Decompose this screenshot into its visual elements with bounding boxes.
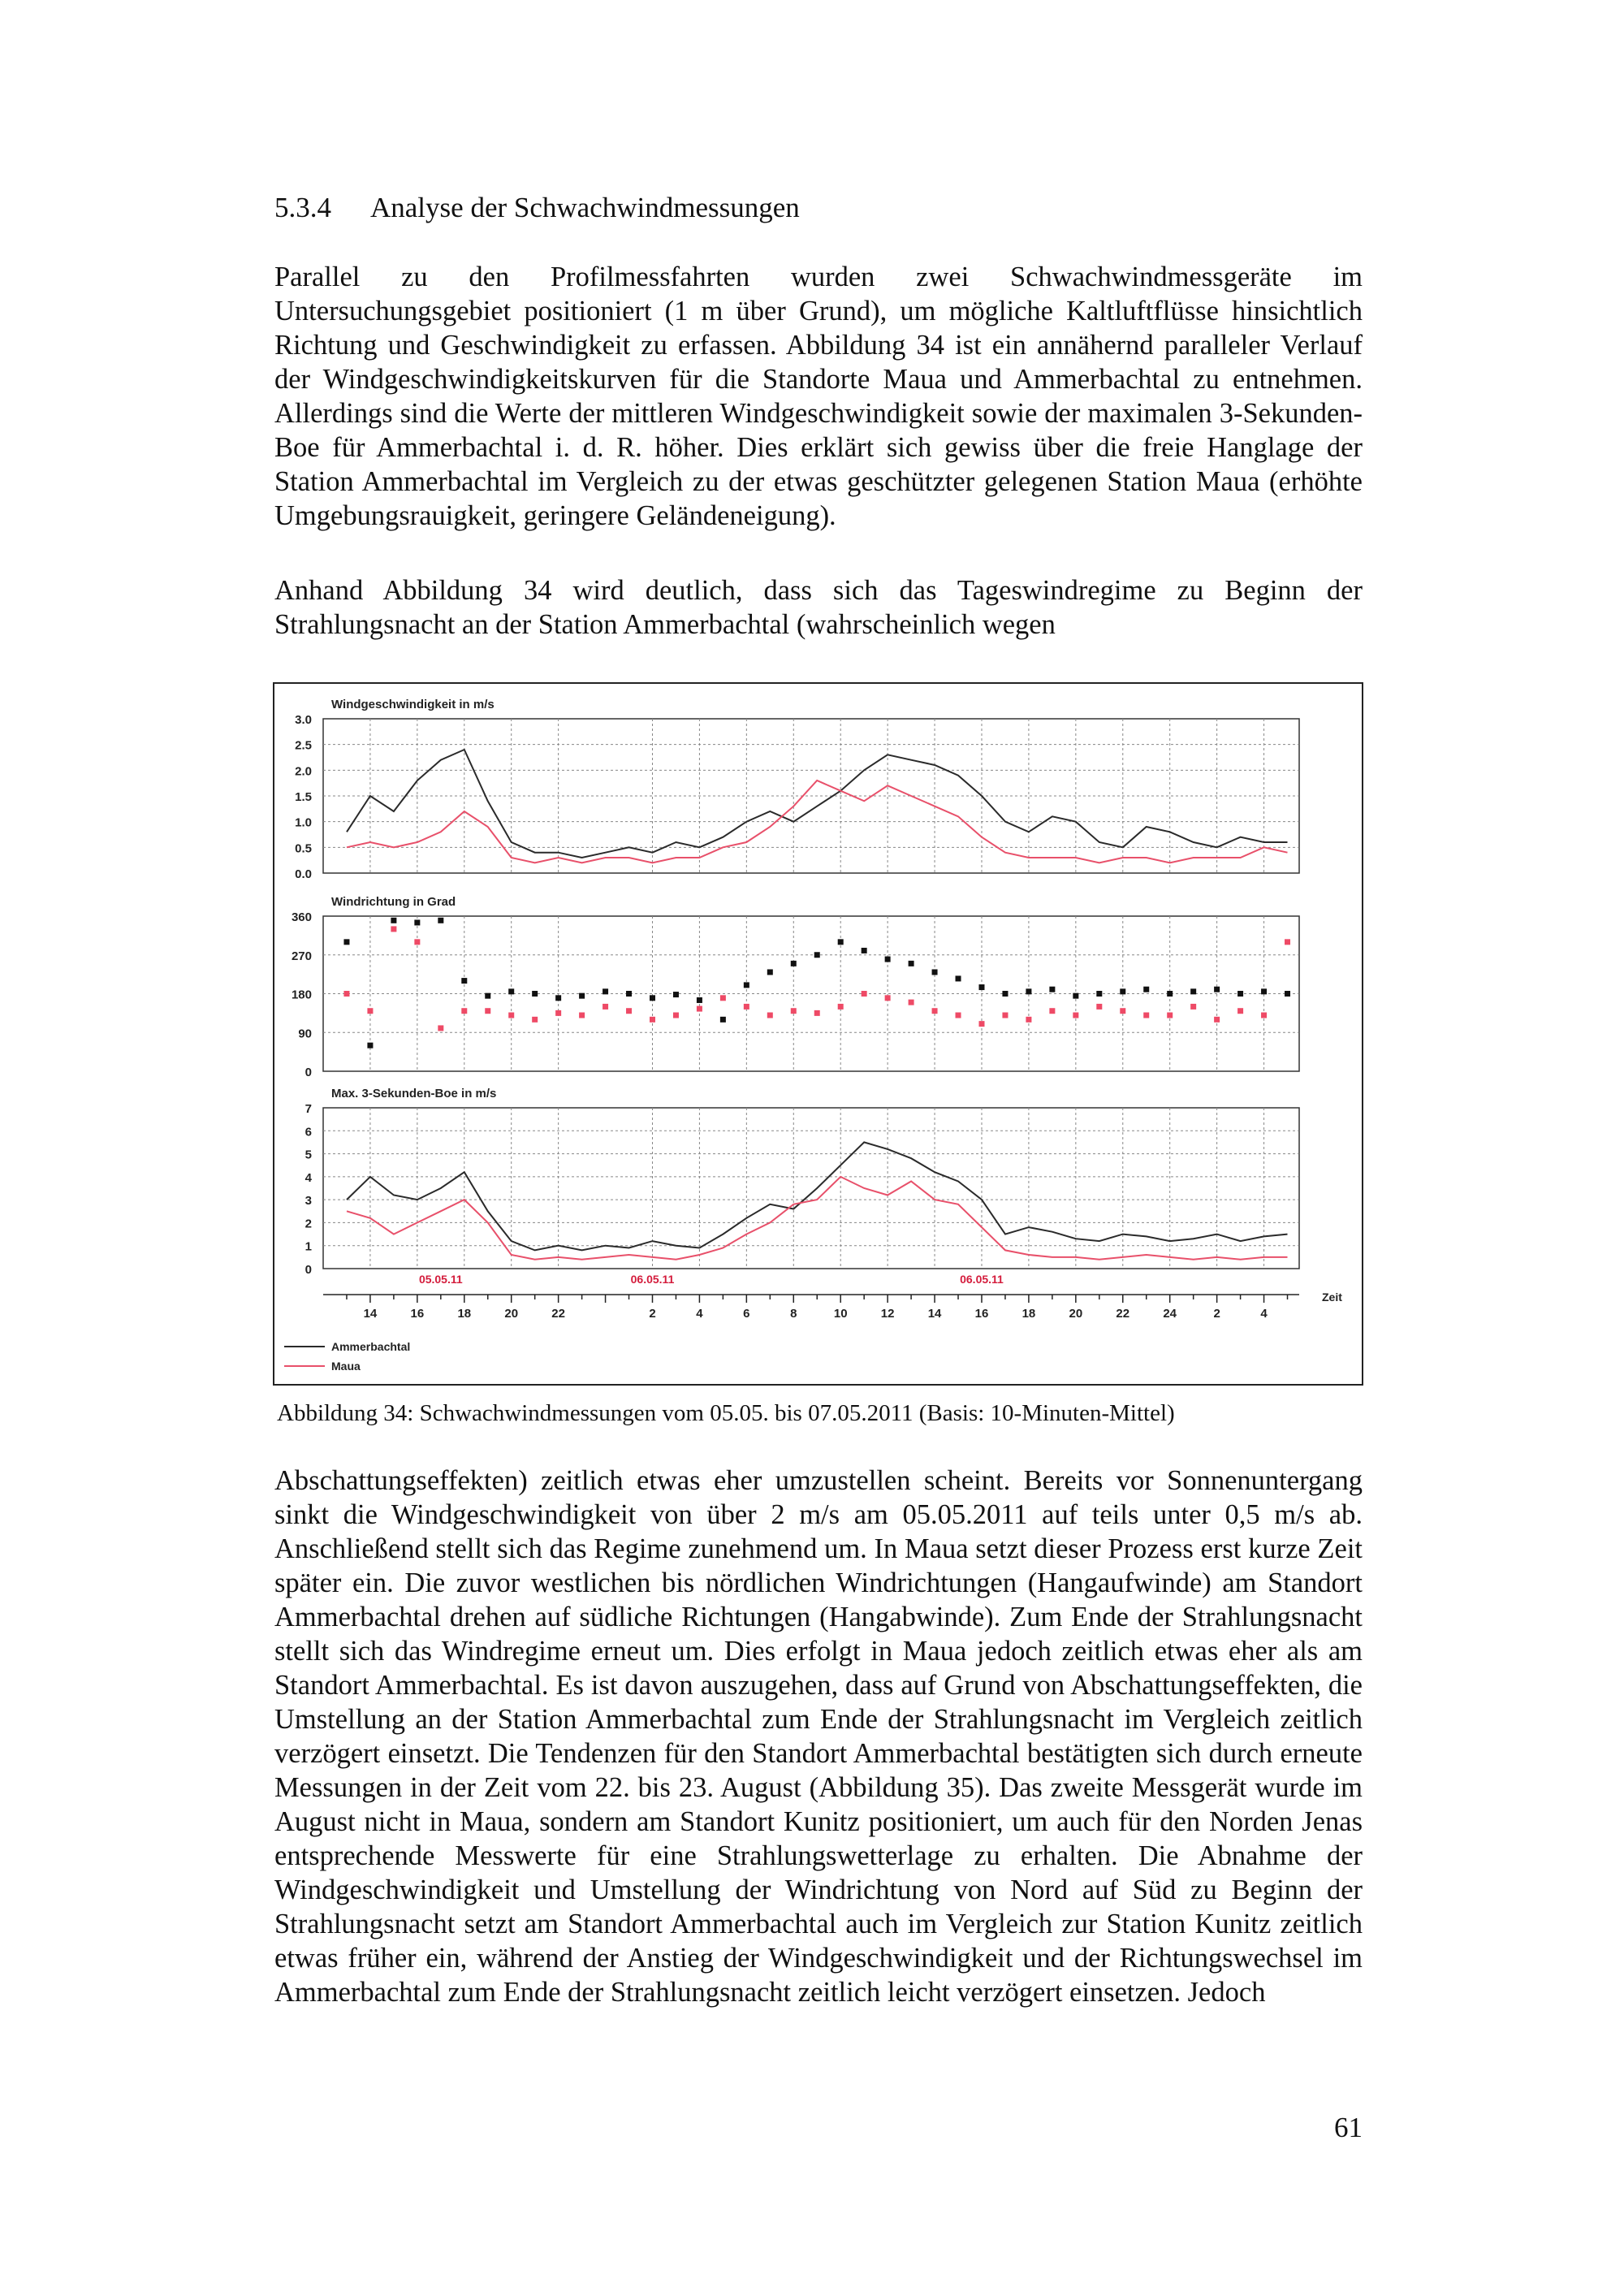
paragraph-2: Anhand Abbildung 34 wird deutlich, dass sich das Tageswindregime zu Beginn der Strahlungsnacht an der Station Ammerbachtal (wahrscheinlich wegen bbox=[274, 575, 1363, 640]
series-point-maua bbox=[579, 1013, 585, 1018]
series-point-ammerbachtal bbox=[555, 995, 561, 1001]
y-tick-label: 5 bbox=[304, 1148, 312, 1162]
series-point-ammerbachtal bbox=[603, 988, 608, 994]
figure-34 bbox=[273, 682, 1363, 1386]
x-tick-label: 20 bbox=[504, 1307, 519, 1321]
page-number: 61 bbox=[1334, 2112, 1363, 2143]
series-point-ammerbachtal bbox=[956, 975, 961, 981]
legend-label: Ammerbachtal bbox=[331, 1340, 411, 1353]
panel-title: Max. 3-Sekunden-Boe in m/s bbox=[331, 1087, 497, 1100]
series-point-maua bbox=[1096, 1004, 1102, 1010]
x-tick-label: 2 bbox=[649, 1307, 656, 1321]
series-point-ammerbachtal bbox=[767, 969, 773, 975]
y-tick-label: 2.5 bbox=[295, 738, 312, 753]
date-label: 05.05.11 bbox=[418, 1273, 463, 1286]
x-tick-label: 12 bbox=[880, 1307, 895, 1321]
series-point-ammerbachtal bbox=[1049, 987, 1055, 992]
series-point-maua bbox=[1049, 1008, 1055, 1014]
panel-frame bbox=[323, 1108, 1299, 1269]
series-point-maua bbox=[838, 1004, 844, 1010]
panel-title: Windrichtung in Grad bbox=[331, 895, 456, 909]
y-tick-label: 1 bbox=[304, 1239, 312, 1254]
series-point-maua bbox=[909, 1000, 914, 1005]
x-tick-label: 14 bbox=[927, 1307, 942, 1321]
series-point-maua bbox=[1237, 1008, 1243, 1014]
series-point-maua bbox=[343, 991, 349, 997]
series-point-maua bbox=[978, 1021, 984, 1027]
series-point-maua bbox=[367, 1008, 373, 1014]
series-point-ammerbachtal bbox=[579, 993, 585, 999]
y-tick-label: 360 bbox=[291, 910, 312, 924]
series-point-maua bbox=[626, 1008, 632, 1014]
y-tick-label: 7 bbox=[304, 1102, 312, 1116]
section-number: 5.3.4 bbox=[274, 192, 331, 223]
series-point-maua bbox=[555, 1010, 561, 1016]
x-tick-label: 4 bbox=[696, 1307, 703, 1321]
x-tick-label: 20 bbox=[1069, 1307, 1083, 1321]
series-point-maua bbox=[862, 991, 867, 997]
series-point-maua bbox=[1285, 939, 1290, 945]
series-point-maua bbox=[1214, 1017, 1220, 1023]
section-heading bbox=[274, 192, 800, 224]
series-point-ammerbachtal bbox=[697, 997, 702, 1003]
paragraph-1: Parallel zu den Profilmessfahrten wurden zwei Schwachwindmessgeräte im Untersuchungsgebiet positioniert (1 m über Grund), um mögliche Kaltluftflüsse hinsichtlich Richtung und Geschwindigkeit zu erfassen. Abbildung 34 ist ein annähernd paralleler Verlauf der Windgeschwindigkeitskurven für die Standorte Maua und Ammerbachtal zu entnehmen. Allerdings sind die Werte der mittleren Windgeschwindigkeit sowie der maximalen 3-Sekunden-Boe für Ammerbachtal i. d. R. höher. Dies erklärt sich gewiss über die freie Hanglage der Station Ammerbachtal im Vergleich zu der etwas geschützter gelegenen Station Maua (erhöhte Umgebungsrauigkeit, geringere Geländeneigung). bbox=[274, 262, 1363, 531]
x-tick-label: 10 bbox=[833, 1307, 848, 1321]
series-point-ammerbachtal bbox=[461, 978, 467, 984]
y-tick-label: 90 bbox=[298, 1027, 312, 1041]
series-point-maua bbox=[414, 939, 420, 945]
series-point-ammerbachtal bbox=[626, 991, 632, 997]
series-point-ammerbachtal bbox=[1285, 991, 1290, 997]
series-point-maua bbox=[1190, 1004, 1196, 1010]
series-point-ammerbachtal bbox=[1237, 991, 1243, 997]
y-tick-label: 2 bbox=[304, 1217, 312, 1231]
series-point-ammerbachtal bbox=[485, 993, 490, 999]
series-point-maua bbox=[673, 1013, 679, 1018]
y-tick-label: 0 bbox=[304, 1263, 312, 1277]
panel-title: Windgeschwindigkeit in m/s bbox=[331, 698, 495, 711]
series-point-ammerbachtal bbox=[838, 939, 844, 945]
y-tick-label: 0.0 bbox=[295, 867, 312, 881]
series-point-ammerbachtal bbox=[1190, 988, 1196, 994]
series-point-maua bbox=[720, 995, 726, 1001]
series-point-ammerbachtal bbox=[343, 939, 349, 945]
series-point-ammerbachtal bbox=[1120, 988, 1125, 994]
series-point-maua bbox=[508, 1013, 514, 1018]
series-point-ammerbachtal bbox=[1096, 991, 1102, 997]
y-tick-label: 0 bbox=[304, 1066, 312, 1079]
y-tick-label: 0.5 bbox=[295, 841, 312, 856]
series-point-ammerbachtal bbox=[978, 984, 984, 990]
series-point-ammerbachtal bbox=[1261, 988, 1267, 994]
series-point-maua bbox=[438, 1025, 443, 1031]
series-point-ammerbachtal bbox=[909, 961, 914, 966]
series-point-ammerbachtal bbox=[932, 969, 938, 975]
series-point-maua bbox=[814, 1010, 820, 1016]
date-label: 06.05.11 bbox=[630, 1273, 675, 1286]
y-tick-label: 1.5 bbox=[295, 790, 312, 804]
x-tick-label: 6 bbox=[743, 1307, 750, 1321]
y-tick-label: 1.0 bbox=[295, 815, 312, 830]
series-point-ammerbachtal bbox=[1026, 988, 1031, 994]
series-point-ammerbachtal bbox=[814, 952, 820, 958]
series-point-maua bbox=[603, 1004, 608, 1010]
x-tick-label: 18 bbox=[1021, 1307, 1036, 1321]
series-point-maua bbox=[461, 1008, 467, 1014]
series-point-maua bbox=[767, 1013, 773, 1018]
series-point-ammerbachtal bbox=[1143, 987, 1149, 992]
series-point-maua bbox=[932, 1008, 938, 1014]
series-point-maua bbox=[1143, 1013, 1149, 1018]
series-point-maua bbox=[650, 1017, 655, 1023]
series-point-ammerbachtal bbox=[508, 988, 514, 994]
x-tick-label: 18 bbox=[457, 1307, 472, 1321]
y-tick-label: 6 bbox=[304, 1125, 312, 1139]
series-point-maua bbox=[1120, 1008, 1125, 1014]
series-point-maua bbox=[1261, 1013, 1267, 1018]
series-point-maua bbox=[391, 926, 396, 932]
series-point-ammerbachtal bbox=[673, 992, 679, 997]
series-point-ammerbachtal bbox=[744, 982, 749, 988]
section-title: Analyse der Schwachwindmessungen bbox=[370, 192, 800, 223]
y-tick-label: 180 bbox=[291, 988, 312, 1002]
series-point-ammerbachtal bbox=[414, 919, 420, 925]
series-point-maua bbox=[744, 1004, 749, 1010]
y-tick-label: 270 bbox=[291, 949, 312, 963]
x-tick-label: 22 bbox=[551, 1307, 565, 1321]
series-point-maua bbox=[1002, 1013, 1008, 1018]
series-point-ammerbachtal bbox=[1073, 993, 1078, 999]
series-point-ammerbachtal bbox=[791, 961, 797, 966]
series-point-maua bbox=[885, 995, 891, 1001]
figure-caption: Abbildung 34: Schwachwindmessungen vom 05.05. bis 07.05.2011 (Basis: 10-Minuten-Mittel) bbox=[277, 1400, 1175, 1426]
x-tick-label: 4 bbox=[1260, 1307, 1268, 1321]
series-point-maua bbox=[791, 1008, 797, 1014]
series-point-maua bbox=[532, 1017, 538, 1023]
x-tick-label: 2 bbox=[1213, 1307, 1220, 1321]
series-point-ammerbachtal bbox=[1002, 991, 1008, 997]
x-tick-label: 16 bbox=[410, 1307, 425, 1321]
series-point-ammerbachtal bbox=[532, 991, 538, 997]
paragraph-3: Abschattungseffekten) zeitlich etwas eher umzustellen scheint. Bereits vor Sonnenuntergang sinkt die Windgeschwindigkeit von über 2 m/s am 05.05.2011 auf teils unter 0,5 m/s ab. Anschließend stellt sich das Regime zunehmend um. In Maua setzt dieser Prozess erst kurze Zeit später ein. Die zuvor westlichen bis nördlichen Windrichtungen (Hangaufwinde) am Standort Ammerbachtal drehen auf südliche Richtungen (Hangabwinde). Zum Ende der Strahlungsnacht stellt sich das Windregime erneut um. Dies erfolgt in Maua jedoch zeitlich etwas eher als am Standort Ammerbachtal. Es ist davon auszugehen, dass auf Grund von Abschattungseffekten, die Umstellung an der Station Ammerbachtal zum Ende der Strahlungsnacht im Vergleich zeitlich verzögert einsetzt. Die Tendenzen für den Standort Ammerbachtal bestätigten sich durch erneute Messungen in der Zeit vom 22. bis 23. August (Abbildung 35). Das zweite Messgerät wurde im August nicht in Maua, sondern am Standort Kunitz positioniert, um auch für den Norden Jenas entsprechende Messwerte für eine Strahlungswetterlage zu erhalten. Die Abnahme der Windgeschwindigkeit und Umstellung der Windrichtung von Nord auf Süd zu Beginn der Strahlungsnacht setzt am Standort Ammerbachtal auch im Vergleich zur Station Kunitz zeitlich etwas früher ein, während der Anstieg der Windgeschwindigkeit und der Richtungswechsel im Ammerbachtal zum Ende der Strahlungsnacht zeitlich leicht verzögert einsetzen. Jedoch bbox=[274, 1465, 1363, 2008]
series-point-ammerbachtal bbox=[1167, 991, 1173, 997]
series-point-ammerbachtal bbox=[885, 957, 891, 962]
series-point-maua bbox=[1073, 1013, 1078, 1018]
series-point-maua bbox=[956, 1013, 961, 1018]
legend-label: Maua bbox=[331, 1360, 361, 1373]
series-point-ammerbachtal bbox=[650, 995, 655, 1001]
series-point-maua bbox=[1026, 1017, 1031, 1023]
series-point-ammerbachtal bbox=[438, 918, 443, 923]
series-point-ammerbachtal bbox=[1214, 987, 1220, 992]
x-tick-label: 24 bbox=[1163, 1307, 1177, 1321]
series-point-maua bbox=[1167, 1013, 1173, 1018]
series-point-ammerbachtal bbox=[367, 1043, 373, 1049]
series-point-ammerbachtal bbox=[862, 948, 867, 953]
y-tick-label: 2.0 bbox=[295, 764, 312, 779]
series-point-maua bbox=[485, 1008, 490, 1014]
y-tick-label: 3.0 bbox=[295, 713, 312, 727]
x-tick-label: 14 bbox=[363, 1307, 378, 1321]
x-tick-label: 16 bbox=[974, 1307, 989, 1321]
series-point-ammerbachtal bbox=[720, 1017, 726, 1023]
x-tick-label: 8 bbox=[790, 1307, 797, 1321]
y-tick-label: 4 bbox=[304, 1170, 312, 1185]
series-point-ammerbachtal bbox=[391, 918, 396, 923]
y-tick-label: 3 bbox=[304, 1194, 312, 1209]
date-label: 06.05.11 bbox=[960, 1273, 1004, 1286]
wind-chart bbox=[274, 684, 1363, 1386]
x-axis-unit: Zeit bbox=[1322, 1291, 1342, 1304]
x-tick-label: 22 bbox=[1116, 1307, 1130, 1321]
series-point-maua bbox=[697, 1006, 702, 1012]
